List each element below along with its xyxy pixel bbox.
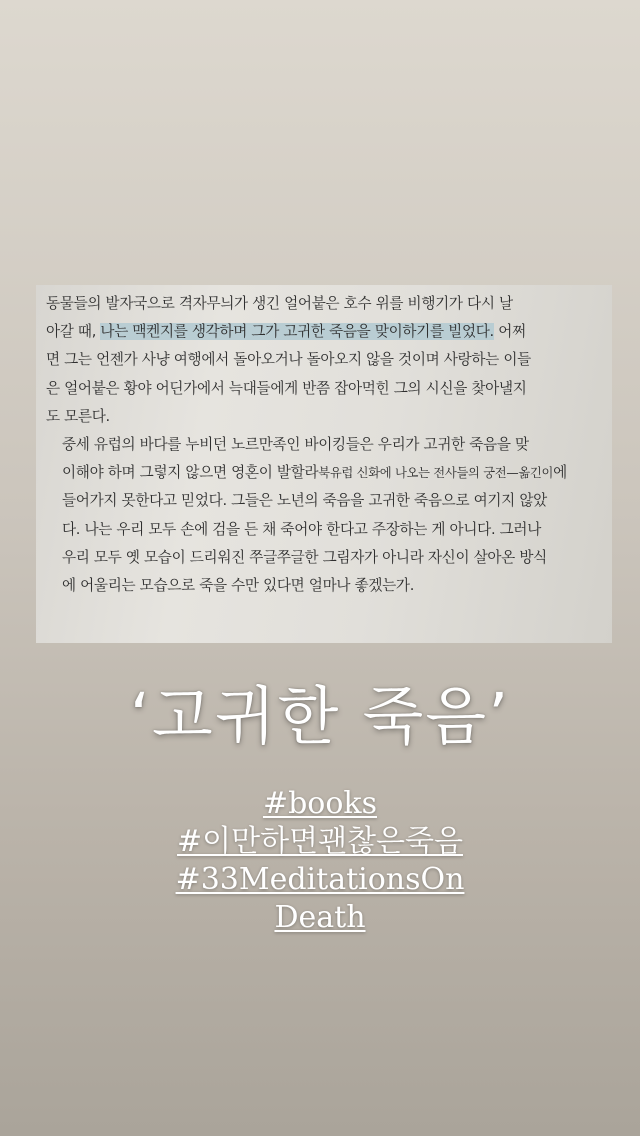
text-line: 다. 나는 우리 모두 손에 검을 든 채 죽어야 한다고 주장하는 게 아니다. 그러나 bbox=[62, 520, 542, 538]
hashtag-good-death[interactable]: #이만하면괜찮은죽음 bbox=[177, 824, 463, 859]
text-line: 우리 모두 옛 모습이 드리워진 쭈글쭈글한 그림자가 아니라 자신이 살아온 방식 bbox=[62, 548, 547, 566]
text-line: 은 얼어붙은 황야 어딘가에서 늑대들에게 반쯤 잡아먹힌 그의 시신을 찾아낼지 bbox=[46, 379, 527, 397]
book-page-photo bbox=[36, 285, 612, 643]
hashtag-books[interactable]: #books bbox=[262, 786, 378, 821]
text-line: 아갈 때, 나는 맥켄지를 생각하며 그가 고귀한 죽음을 맞이하기를 빌었다. 어쩌 bbox=[46, 323, 526, 341]
text-line: 에 어울리는 모습으로 죽을 수만 있다면 얼마나 좋겠는가. bbox=[62, 576, 415, 594]
text-line: 이해야 하며 그렇지 않으면 영혼이 발할라북유럽 신화에 나오는 전사들의 궁전—옮긴이에 bbox=[62, 464, 567, 482]
text-line: 중세 유럽의 바다를 누비던 노르만족인 바이킹들은 우리가 고귀한 죽음을 맞 bbox=[62, 435, 529, 453]
story-title-text[interactable]: ‘고귀한 죽음’ bbox=[129, 680, 511, 753]
text-line: 면 그는 언젠가 사냥 여행에서 돌아오거나 돌아오지 않을 것이며 사랑하는 이들 bbox=[46, 351, 531, 369]
text-line: 도 모른다. bbox=[46, 407, 110, 425]
translator-note: 북유럽 신화에 나오는 전사들의 궁전—옮긴이 bbox=[318, 466, 554, 481]
text-line: 들어가지 못한다고 믿었다. 그들은 노년의 죽음을 고귀한 죽음으로 여기지 않았 bbox=[62, 492, 547, 510]
hashtag-list bbox=[0, 785, 640, 937]
text-line: 동물들의 발자국으로 격자무늬가 생긴 얼어붙은 호수 위를 비행기가 다시 날 bbox=[46, 295, 513, 312]
hashtag-meditations-cont[interactable]: Death bbox=[274, 900, 366, 935]
highlighted-sentence: 나는 맥켄지를 생각하며 그가 고귀한 죽음을 맞이하기를 빌었다. bbox=[100, 323, 494, 341]
hashtag-meditations[interactable]: #33MeditationsOn bbox=[175, 862, 465, 897]
